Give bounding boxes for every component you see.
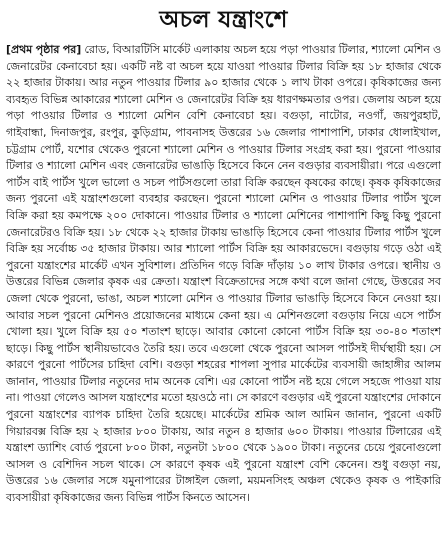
continuation-prefix: [প্রথম পৃষ্ঠার পর]	[6, 43, 82, 56]
article-body-text: রোড, বিআরটিসি মার্কেট এলাকায় অচল হয়ে পড়া পাওয়ার টিলার, শ্যালো মেশিন ও জেনারেটর কেনাবেচা হয়। একটি নষ্ট বা অচল হয়ে যাওয়া পাওয়ার টিলার বিক্রি হয় ১৮ হাজার থেকে ২২ হাজার টাকায়। আর নতুন পাওয়ার টিলার ৯০ হাজার থেকে ১ লাখ টাকা ওপরে। কৃষিকাজের জন্য ব্যবহৃত বিভিন্ন আকারের শ্যালো মেশিন ও জেনারেটর বিক্রি হয় ধারণক্ষমতার ওপর। জেলায় অচল হয়ে পড়া পাওয়ার টিলার ও শ্যালো মেশিন বেশি কেনাবেচা হয়। বগুড়া, নাটোর, নওগাঁ, জয়পুরহাট, গাইবান্ধা, দিনাজপুর, রংপুর, কুড়িগ্রাম, পাবনাসহ উত্তরের ১৬ জেলার পাশাপাশি, ঢাকার ধোলাইখাল, চট্টগ্রাম পোর্ট, যশোর থেকেও পুরনো শ্যালো মেশিন ও পাওয়ার টিলার সংগ্রহ করা হয়। পুরনো পাওয়ার টিলার ও শ্যালো মেশিন এবং জেনারেটর ভাঙাড়ি হিসেবে কিনে নেন বগুড়ার ব্যবসায়ীরা। পরে এগুলো পার্টস বাই পার্টস খুলে ভালো ও সচল পার্টসগুলো তারা বিক্রি করছেন কৃষকের কাছে। কৃষক কৃষিকাজের জন্য পুরনো এই যন্ত্রাংশগুলো ব্যবহার করছেন। পুরনো শ্যালো মেশিন ও পাওয়ার টিলার পার্টস খুলে বিক্রি করা হয় কমপক্ষে ২০০ দোকানে। পাওয়ার টিলার ও শ্যালো মেশিনের পাশাপাশি কিছু কিছু পুরনো জেনারেটরও বিক্রি হয়। ১৮ থেকে ২২ হাজার টাকায় ভাঙাড়ি হিসেবে কেনা পাওয়ার টিলার পার্টস খুলে বিক্রি হয় সর্বোচ্চ ৩৫ হাজার টাকায়। আর শ্যালো পার্টস বিক্রি হয় আকারভেদে। বগুড়ায় গড়ে ওঠা এই পুরনো যন্ত্রাংশের মার্কেট এখন সুবিশাল। প্রতিদিন গড়ে বিক্রি দাঁড়ায় ১০ লাখ টাকার ওপরে। স্থানীয় ও উত্তরের বিভিন্ন জেলার কৃষক এর ক্রেতা। যন্ত্রাংশ বিক্রেতাদের সঙ্গে কথা বলে জানা গেছে, উত্তরের সব জেলা থেকে পুরনো, ভাঙা, অচল শ্যালো মেশিন ও পাওয়ার টিলার ভাঙাড়ি হিসেবে কিনে নেওয়া হয়। আবার সচল পুরনো মেশিনও প্রয়োজনের মাধ্যমে কেনা হয়। এ মেশিনগুলো বগুড়ায় নিয়ে এসে পার্টস খোলা হয়। খুলে বিক্রি হয় ৫০ শতাংশ ছাড়ে। আবার কোনো কোনো পার্টস বিক্রি হয় ৩০-৪০ শতাংশ ছাড়ে। কিছু পার্টস স্থানীয়ভাবেও তৈরি হয়। তবে এগুলো থেকে পুরনো আসল পার্টসই দীর্ঘস্থায়ী হয়। সে কারণে পুরনো পার্টসের চাহিদা বেশি। বগুড়া শহরের শাপলা সুপার মার্কেটের ব্যবসায়ী জাহাঙ্গীর আলম জানান, পাওয়ার টিলার নতুনের দাম অনেক বেশি। এর কোনো পার্টস নষ্ট হয়ে গেলে সহজে পাওয়া যায় না। পাওয়া গেলেও আসল যন্ত্রাংশের মতো হয়ওঠে না। সে কারণে বগুড়ার এই পুরনো যন্ত্রাংশের দোকানে পুরনো যন্ত্রাংশের ব্যাপক চাহিদা তৈরি হয়েছে। মার্কেটের শ্রমিক আল আমিন জানান, পুরনো একটি গিয়ারবক্স বিক্রি হয় ২ হাজার ৮০০ টাকায়, আর নতুন ৪ হাজার ৬০০ টাকায়। পাওয়ার টিলারের এই যন্ত্রাংশ ড্যাশিং বোর্ড পুরনো ৮০০ টাকা, নতুনটা ১৮০০ থেকে ১৯০০ টাকা। নতুনের চেয়ে পুরনোগুলো আসল ও বেশিদিন সচল থাকে। সে কারণে কৃষক এই পুরনো যন্ত্রাংশ বেশি কেনেন। শুধু বগুড়া নয়, উত্তরের ১৬ জেলার সঙ্গে যমুনাপারের টাঙ্গাইল জেলা, ময়মনসিংহ অঞ্চল থেকেও কৃষক ও পাইকারি ব্যবসায়ীরা কৃষিকাজের জন্য বিভিন্ন পার্টস কিনতে আসেন।	[6, 43, 441, 505]
article-headline: অচল যন্ত্রাংশে	[159, 5, 288, 33]
headline-container	[6, 0, 441, 40]
article-body	[6, 42, 441, 507]
